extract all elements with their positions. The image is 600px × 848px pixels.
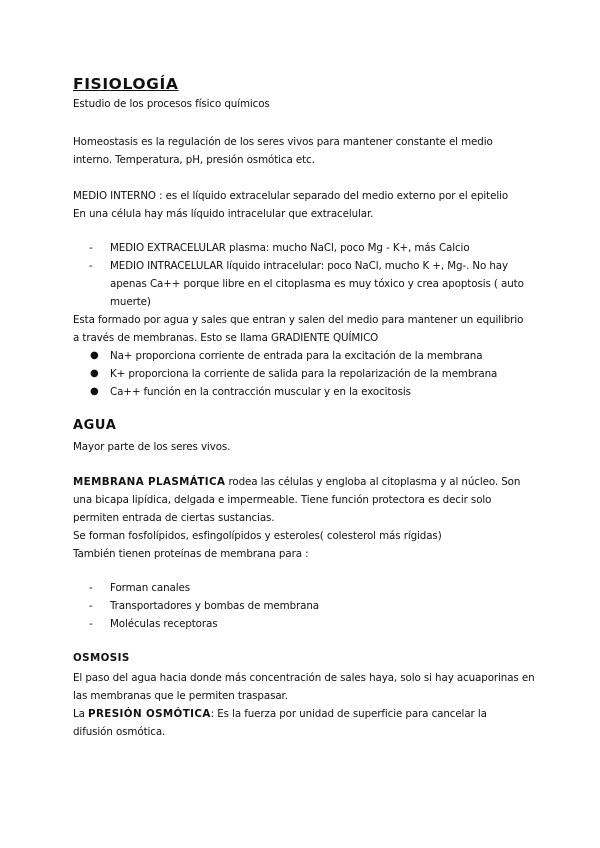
presion-prefix: La	[73, 708, 89, 720]
list-item-na: Na+ proporciona corriente de entrada para la excitación de la membrana	[110, 350, 483, 362]
membrana-line-4: Se forman fosfolípidos, esfingolípidos y esteroles( colesterol más rígidas)	[73, 530, 442, 542]
homeostasis-line-1: Homeostasis es la regulación de los seres vivos para mantener constante el medio	[73, 136, 493, 148]
gradiente-line-2: a través de membranas. Esto se llama GRADIENTE QUÍMICO	[73, 332, 379, 344]
membrana-line-1	[73, 473, 520, 491]
list-item-k: K+ proporciona la corriente de salida para la repolarización de la membrana	[110, 368, 498, 380]
medio-interno-line-1: MEDIO INTERNO : es el líquido extracelular separado del medio externo por el epitelio	[73, 190, 509, 202]
list-item-intracelular-line-3: muerte)	[110, 296, 151, 308]
dot-bullet: ●	[90, 386, 99, 397]
membrana-keyword: MEMBRANA PLASMÁTICA	[73, 476, 226, 488]
osmosis-line-1: El paso del agua hacia donde más concentración de sales haya, solo si hay acuaporinas en	[73, 672, 535, 684]
list-item-receptoras: Moléculas receptoras	[110, 618, 218, 630]
list-item-intracelular-line-1: MEDIO INTRACELULAR líquido intracelular: poco NaCl, mucho K +, Mg-. No hay	[110, 260, 509, 272]
subtitle: Estudio de los procesos físico químicos	[73, 98, 270, 110]
medio-interno-line-2: En una célula hay más líquido intracelular que extracelular.	[73, 208, 374, 220]
list-item-intracelular-line-2: apenas Ca++ porque libre en el citoplasma es muy tóxico y crea apoptosis ( auto	[110, 278, 524, 290]
section-heading-osmosis: OSMOSIS	[73, 652, 130, 664]
presion-keyword: PRESIÓN OSMÓTICA	[88, 708, 211, 720]
membrana-line-2: una bicapa lipídica, delgada e impermeable. Tiene función protectora es decir solo	[73, 494, 492, 506]
membrana-line-5: También tienen proteínas de membrana para :	[73, 548, 309, 560]
gradiente-line-1: Esta formado por agua y sales que entran y salen del medio para mantener un equilibrio	[73, 314, 524, 326]
osmosis-line-2: las membranas que le permiten traspasar.	[73, 690, 288, 702]
presion-line-1	[73, 705, 487, 723]
dash-bullet: -	[89, 260, 93, 272]
list-item-transportadores: Transportadores y bombas de membrana	[110, 600, 320, 612]
presion-line-2: difusión osmótica.	[73, 726, 166, 738]
list-item-extracelular: MEDIO EXTRACELULAR plasma: mucho NaCl, poco Mg - K+, más Calcio	[110, 242, 470, 254]
list-item-canales: Forman canales	[110, 582, 191, 594]
presion-rest: : Es la fuerza por unidad de superficie para cancelar la	[210, 708, 487, 720]
homeostasis-line-2: interno. Temperatura, pH, presión osmótica etc.	[73, 154, 315, 166]
list-item-ca: Ca++ función en la contracción muscular y en la exocitosis	[110, 386, 411, 398]
agua-text: Mayor parte de los seres vivos.	[73, 441, 231, 453]
dash-bullet: -	[89, 242, 93, 254]
dash-bullet: -	[89, 582, 93, 594]
page-title: FISIOLOGÍA	[73, 75, 179, 93]
membrana-line-3: permiten entrada de ciertas sustancias.	[73, 512, 275, 524]
dot-bullet: ●	[90, 368, 99, 379]
dot-bullet: ●	[90, 350, 99, 361]
dash-bullet: -	[89, 618, 93, 630]
section-heading-agua: AGUA	[73, 418, 117, 433]
membrana-line-1-rest: rodea las células y engloba al citoplasma y al núcleo. Son	[225, 476, 521, 488]
dash-bullet: -	[89, 600, 93, 612]
